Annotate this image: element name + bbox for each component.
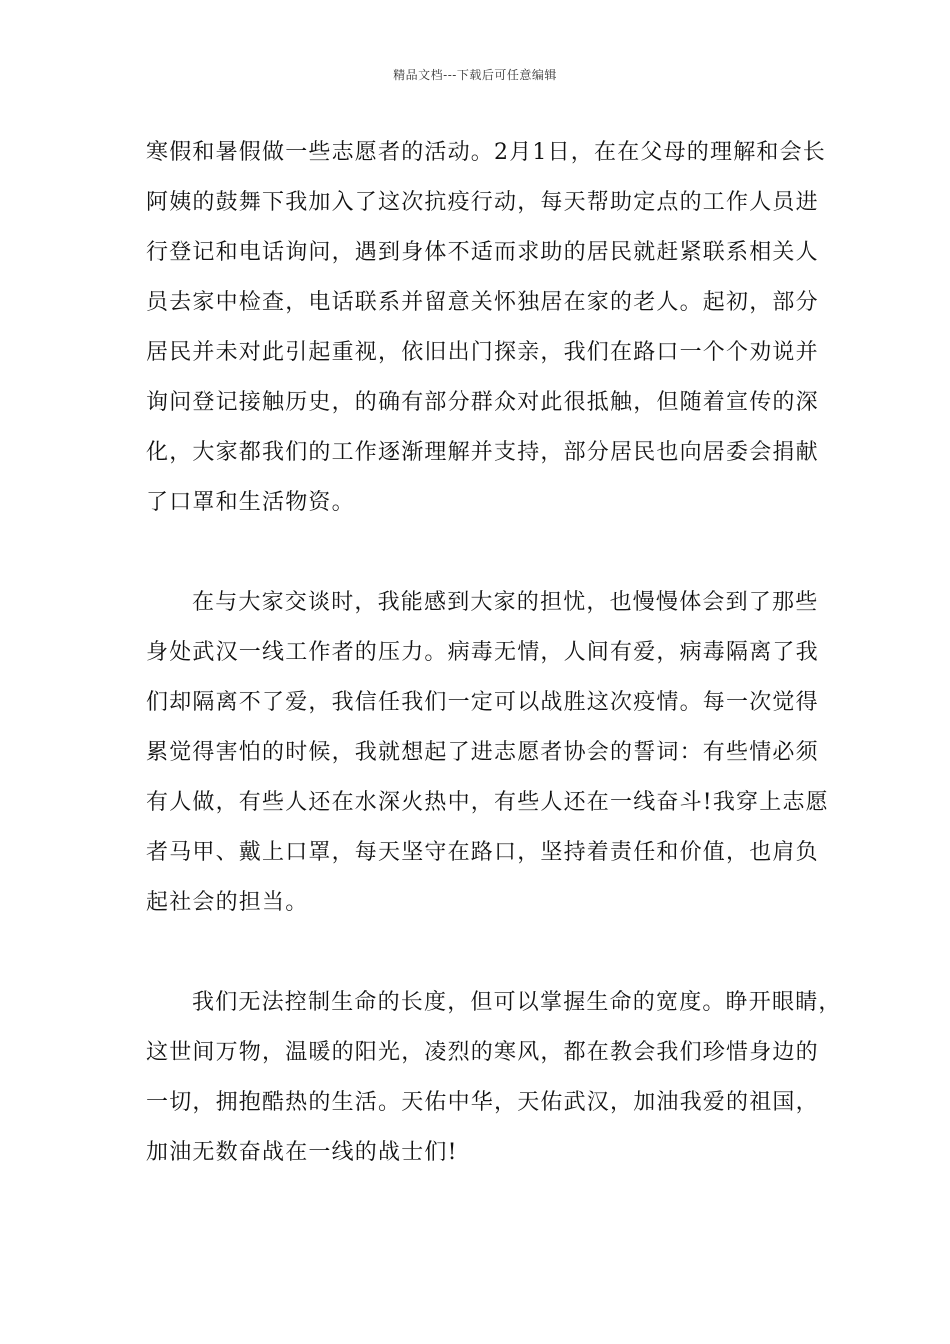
document-body — [146, 128, 842, 1178]
text-line: 们却隔离不了爱，我信任我们一定可以战胜这次疫情。每一次觉得 — [146, 690, 819, 715]
text-line: 身处武汉一线工作者的压力。病毒无情，人间有爱，病毒隔离了我 — [146, 640, 819, 665]
text-line: 加油无数奋战在一线的战士们! — [146, 1140, 458, 1165]
text-line: 行登记和电话询问，遇到身体不适而求助的居民就赶紧联系相关人 — [146, 240, 819, 265]
paragraph-1 — [146, 128, 836, 528]
paragraph-3 — [146, 978, 842, 1178]
text-line: 有人做，有些人还在水深火热中，有些人还在一线奋斗!我穿上志愿 — [146, 790, 829, 815]
paragraph-2 — [146, 578, 836, 928]
text-line: 化，大家都我们的工作逐渐理解并支持，部分居民也向居委会捐献 — [146, 440, 819, 465]
text-line: 我们无法控制生命的长度，但可以掌握生命的宽度。睁开眼睛， — [192, 990, 842, 1015]
text-line: 这世间万物，温暖的阳光，凌烈的寒风，都在教会我们珍惜身边的 — [146, 1040, 819, 1065]
text-line: 者马甲、戴上口罩，每天坚守在路口，坚持着责任和价值，也肩负 — [146, 840, 819, 865]
text-line: 询问登记接触历史，的确有部分群众对此很抵触，但随着宣传的深 — [146, 390, 819, 415]
page-header: 精品文档---下载后可任意编辑 — [393, 68, 557, 82]
text-line: 阿姨的鼓舞下我加入了这次抗疫行动，每天帮助定点的工作人员进 — [146, 190, 819, 215]
text-line: 寒假和暑假做一些志愿者的活动。2月1日，在在父母的理解和会长 — [146, 140, 826, 165]
text-line: 员去家中检查，电话联系并留意关怀独居在家的老人。起初，部分 — [146, 290, 819, 315]
text-line: 在与大家交谈时，我能感到大家的担忧，也慢慢体会到了那些 — [192, 590, 819, 615]
paragraph-spacer — [146, 928, 836, 978]
text-line: 累觉得害怕的时候，我就想起了进志愿者协会的誓词：有些情必须 — [146, 740, 819, 765]
text-line: 了口罩和生活物资。 — [146, 490, 355, 515]
text-line: 一切，拥抱酷热的生活。天佑中华，天佑武汉，加油我爱的祖国， — [146, 1090, 819, 1115]
text-line: 居民并未对此引起重视，依旧出门探亲，我们在路口一个个劝说并 — [146, 340, 819, 365]
text-line: 起社会的担当。 — [146, 890, 309, 915]
paragraph-spacer — [146, 528, 836, 578]
